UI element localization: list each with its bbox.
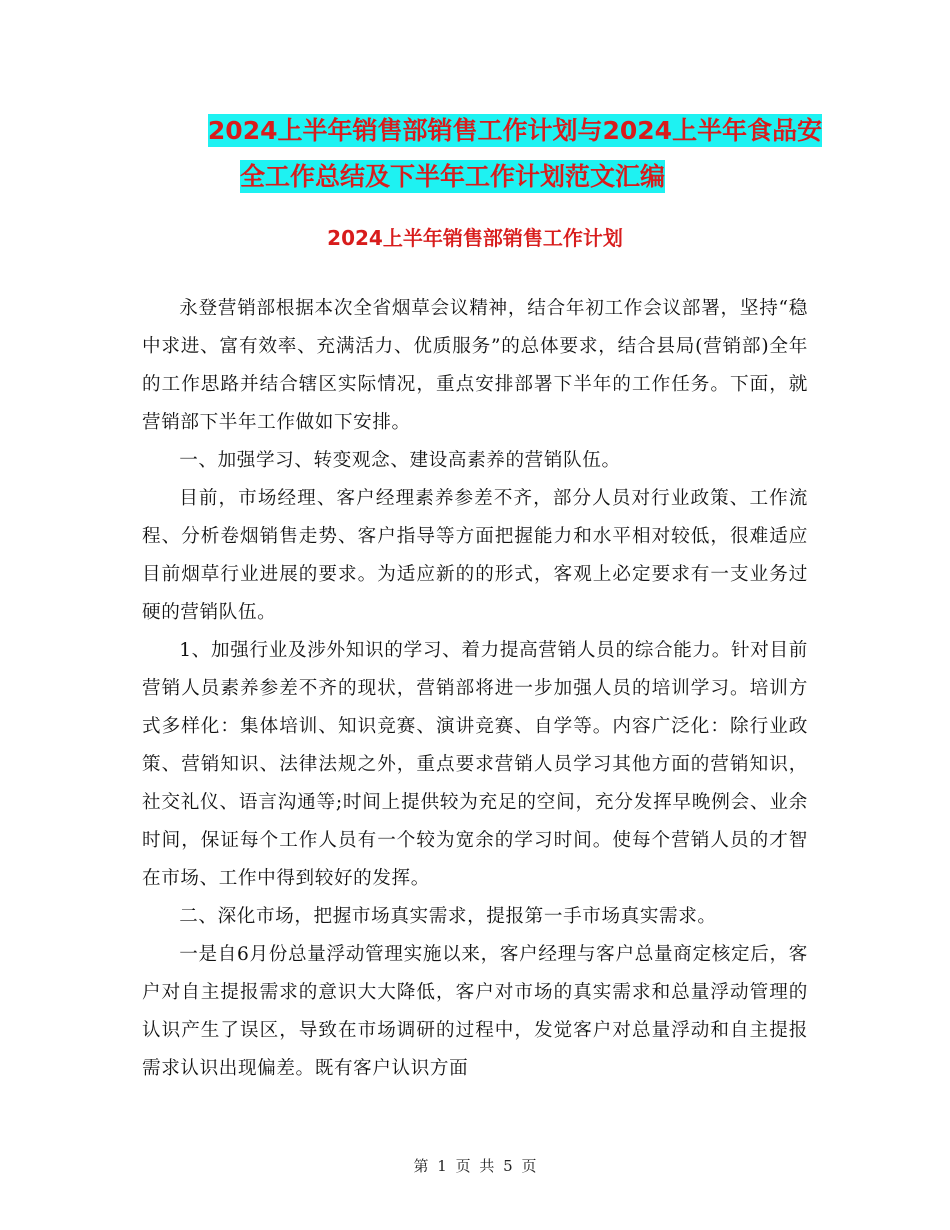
document-title-line-1: 2024上半年销售部销售工作计划与2024上半年食品安 (207, 116, 823, 145)
page-footer: 第 1 页 共 5 页 (413, 1157, 537, 1175)
document-title (140, 108, 840, 200)
paragraph: 一是自6月份总量浮动管理实施以来，客户经理与客户总量商定核定后，客户对自主提报需求的意识大大降低，客户对市场的真实需求和总量浮动管理的认识产生了误区，导致在市场调研的过程中，发觉客户对总量浮动和自主提报需求认识出现偏差。既有客户认识方面 (142, 944, 808, 1079)
document-body (142, 290, 808, 1088)
document-title-line-2: 全工作总结及下半年工作计划范文汇编 (239, 162, 665, 191)
paragraph: 一、加强学习、转变观念、建设高素养的营销队伍。 (179, 450, 621, 471)
paragraph: 目前，市场经理、客户经理素养参差不齐，部分人员对行业政策、工作流程、分析卷烟销售走势、客户指导等方面把握能力和水平相对较低，很难适应目前烟草行业进展的要求。为适应新的的形式，客观上必定要求有一支业务过硬的营销队伍。 (142, 488, 808, 623)
paragraph: 1、加强行业及涉外知识的学习、着力提高营销人员的综合能力。针对目前营销人员素养参差不齐的现状，营销部将进一步加强人员的培训学习。培训方式多样化：集体培训、知识竞赛、演讲竞赛、自学等。内容广泛化：除行业政策、营销知识、法律法规之外，重点要求营销人员学习其他方面的营销知识，社交礼仪、语言沟通等;时间上提供较为充足的空间，充分发挥早晚例会、业余时间，保证每个工作人员有一个较为宽余的学习时间。使每个营销人员的才智在市场、工作中得到较好的发挥。 (142, 640, 808, 889)
section-title: 2024上半年销售部销售工作计划 (327, 226, 623, 250)
paragraph: 二、深化市场，把握市场真实需求，提报第一手市场真实需求。 (179, 906, 717, 927)
paragraph: 永登营销部根据本次全省烟草会议精神，结合年初工作会议部署，坚持“稳中求进、富有效率、充满活力、优质服务”的总体要求，结合县局(营销部)全年的工作思路并结合辖区实际情况，重点安排部署下半年的工作任务。下面，就营销部下半年工作做如下安排。 (142, 298, 808, 433)
